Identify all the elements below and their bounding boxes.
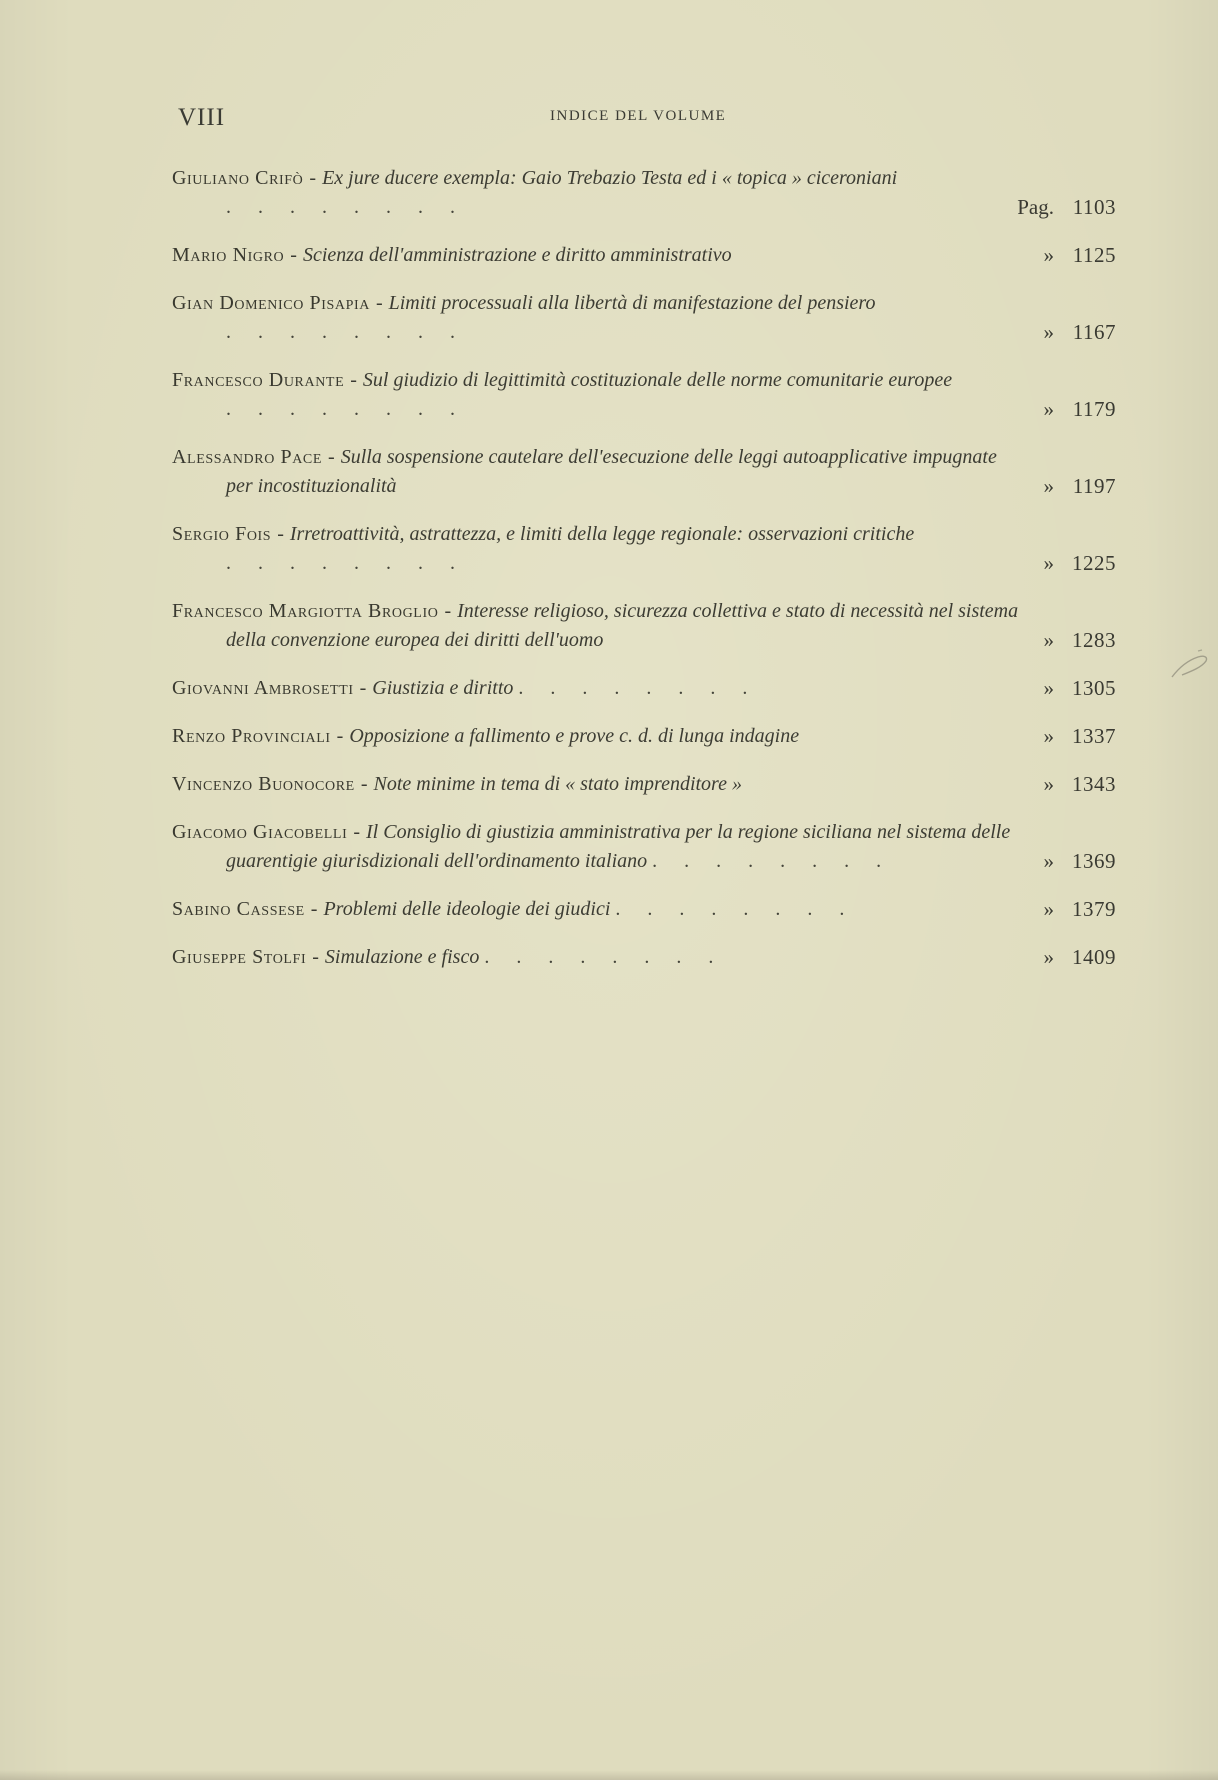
entry-text <box>172 443 1026 501</box>
page-label: » <box>1043 628 1054 652</box>
page-label: » <box>1043 474 1054 498</box>
toc-entry <box>172 770 1124 799</box>
toc-entry <box>172 164 1124 222</box>
page-reference <box>994 943 1124 972</box>
entry-separator: - <box>353 821 361 843</box>
entry-separator: - <box>277 523 284 545</box>
page-label: Pag. <box>1017 195 1054 219</box>
page-reference <box>994 722 1124 751</box>
page-label: » <box>1043 849 1054 873</box>
entry-text <box>172 674 1026 703</box>
entry-author: Gian Domenico Pisapia <box>172 292 370 314</box>
toc-entry <box>172 674 1124 703</box>
header-title: INDICE DEL VOLUME <box>550 108 727 124</box>
toc-entry <box>172 289 1124 347</box>
page-reference <box>994 626 1124 655</box>
entry-author: Giacomo Giacobelli <box>172 821 348 843</box>
page-label: » <box>1043 243 1054 267</box>
page-label: » <box>1043 772 1054 796</box>
entry-title: Limiti processuali alla libertà di manifestazione del pensiero <box>388 292 876 314</box>
entry-text <box>172 722 1026 751</box>
entry-text <box>172 597 1026 655</box>
entry-title: Note minime in tema di « stato imprenditore » <box>373 773 742 795</box>
entry-author: Francesco Durante <box>172 369 345 391</box>
entry-author: Alessandro Pace <box>172 446 323 468</box>
table-of-contents <box>172 164 1124 991</box>
entry-title: Irretroattività, astrattezza, e limiti della legge regionale: osservazioni critiche <box>289 523 915 545</box>
page-reference <box>994 770 1124 799</box>
page-value: 1409 <box>1072 945 1116 969</box>
entry-title: Sulla sospensione cautelare dell'esecuzione delle leggi autoapplicative impugnate per incostituzionalità <box>226 446 997 497</box>
page-value: 1225 <box>1072 551 1116 575</box>
page-value: 1337 <box>1072 724 1116 748</box>
entry-text <box>172 895 1026 924</box>
entry-author: Mario Nigro <box>172 244 285 266</box>
entry-separator: - <box>336 725 344 747</box>
entry-text <box>172 818 1026 876</box>
entry-separator: - <box>290 244 297 266</box>
toc-entry <box>172 722 1124 751</box>
entry-title: Il Consiglio di giustizia amministrativa per la regione siciliana nel sistema delle guarentigie giurisdizionali dell'ordinamento italiano <box>226 821 1011 872</box>
toc-entry <box>172 818 1124 876</box>
entry-separator: - <box>359 677 367 699</box>
page-value: 1167 <box>1072 320 1116 344</box>
entry-title: Opposizione a fallimento e prove c. d. di lunga indagine <box>349 725 800 747</box>
entry-text <box>172 943 1026 972</box>
dot-leader: . . . . . . . . <box>226 552 466 574</box>
page-value: 1103 <box>1072 195 1116 219</box>
entry-separator: - <box>310 898 318 920</box>
page-reference <box>994 472 1124 501</box>
entry-separator: - <box>444 600 452 622</box>
entry-title: Interesse religioso, sicurezza collettiva e stato di necessità nel sistema della convenzione europea dei diritti dell'uomo <box>226 600 1019 651</box>
entry-title: Problemi delle ideologie dei giudici <box>323 898 611 920</box>
page-value: 1197 <box>1072 474 1116 498</box>
toc-entry <box>172 366 1124 424</box>
entry-separator: - <box>312 946 319 968</box>
page-reference <box>994 193 1124 222</box>
running-head <box>178 104 1118 134</box>
entry-text <box>172 520 1026 578</box>
entry-author: Renzo Provinciali <box>172 725 331 747</box>
page-label: » <box>1043 320 1054 344</box>
entry-separator: - <box>350 369 357 391</box>
entry-text <box>172 164 1026 222</box>
entry-author: Sabino Cassese <box>172 898 305 920</box>
entry-separator: - <box>360 773 368 795</box>
page-value: 1179 <box>1072 397 1116 421</box>
page-reference <box>994 847 1124 876</box>
toc-entry <box>172 443 1124 501</box>
dot-leader: . . . . . . . . <box>615 898 856 920</box>
toc-entry <box>172 241 1124 270</box>
entry-author: Sergio Fois <box>172 523 272 545</box>
page-label: » <box>1043 676 1054 700</box>
entry-title: Sul giudizio di legittimità costituzionale delle norme comunitarie europee <box>362 369 953 391</box>
entry-text <box>172 241 1026 270</box>
page-reference <box>994 318 1124 347</box>
entry-separator: - <box>375 292 383 314</box>
page-reference <box>994 395 1124 424</box>
page-label: » <box>1043 551 1054 575</box>
entry-title: Giustizia e diritto <box>372 677 514 699</box>
entry-author: Giuliano Crifò <box>172 167 304 189</box>
page-value: 1379 <box>1072 897 1116 921</box>
dot-leader: . . . . . . . . <box>652 850 893 872</box>
entry-title: Scienza dell'amministrazione e diritto amministrativo <box>302 244 732 266</box>
entry-text <box>172 770 1026 799</box>
page-value: 1283 <box>1072 628 1116 652</box>
entry-text <box>172 366 1026 424</box>
entry-text <box>172 289 1026 347</box>
page-reference <box>994 895 1124 924</box>
page-value: 1125 <box>1072 243 1116 267</box>
toc-entry <box>172 895 1124 924</box>
page-reference <box>994 241 1124 270</box>
toc-entry <box>172 520 1124 578</box>
entry-author: Giuseppe Stolfi <box>172 946 307 968</box>
toc-entry <box>172 597 1124 655</box>
page-number: VIII <box>178 104 226 131</box>
page-label: » <box>1043 397 1054 421</box>
page-reference <box>994 549 1124 578</box>
entry-title: Ex jure ducere exempla: Gaio Trebazio Testa ed i « topica » ciceroniani <box>322 167 898 189</box>
entry-author: Francesco Margiotta Broglio <box>172 600 439 622</box>
entry-separator: - <box>328 446 335 468</box>
dot-leader: . . . . . . . . <box>226 398 466 420</box>
entry-author: Giovanni Ambrosetti <box>172 677 354 699</box>
page-reference <box>994 674 1124 703</box>
dot-leader: . . . . . . . . <box>484 946 725 968</box>
entry-title: Simulazione e fisco <box>324 946 480 968</box>
dot-leader: . . . . . . . . <box>226 321 466 343</box>
dot-leader: . . . . . . . . <box>518 677 759 699</box>
page-value: 1369 <box>1072 849 1116 873</box>
entry-author: Vincenzo Buonocore <box>172 773 355 795</box>
entry-separator: - <box>309 167 317 189</box>
dot-leader: . . . . . . . . <box>226 196 466 218</box>
page-label: » <box>1043 724 1054 748</box>
page-bottom-edge <box>0 1770 1218 1780</box>
page-value: 1305 <box>1072 676 1116 700</box>
page-label: » <box>1043 897 1054 921</box>
toc-entry <box>172 943 1124 972</box>
pencil-mark-icon <box>1168 647 1214 683</box>
page-label: » <box>1043 945 1054 969</box>
page-value: 1343 <box>1072 772 1116 796</box>
